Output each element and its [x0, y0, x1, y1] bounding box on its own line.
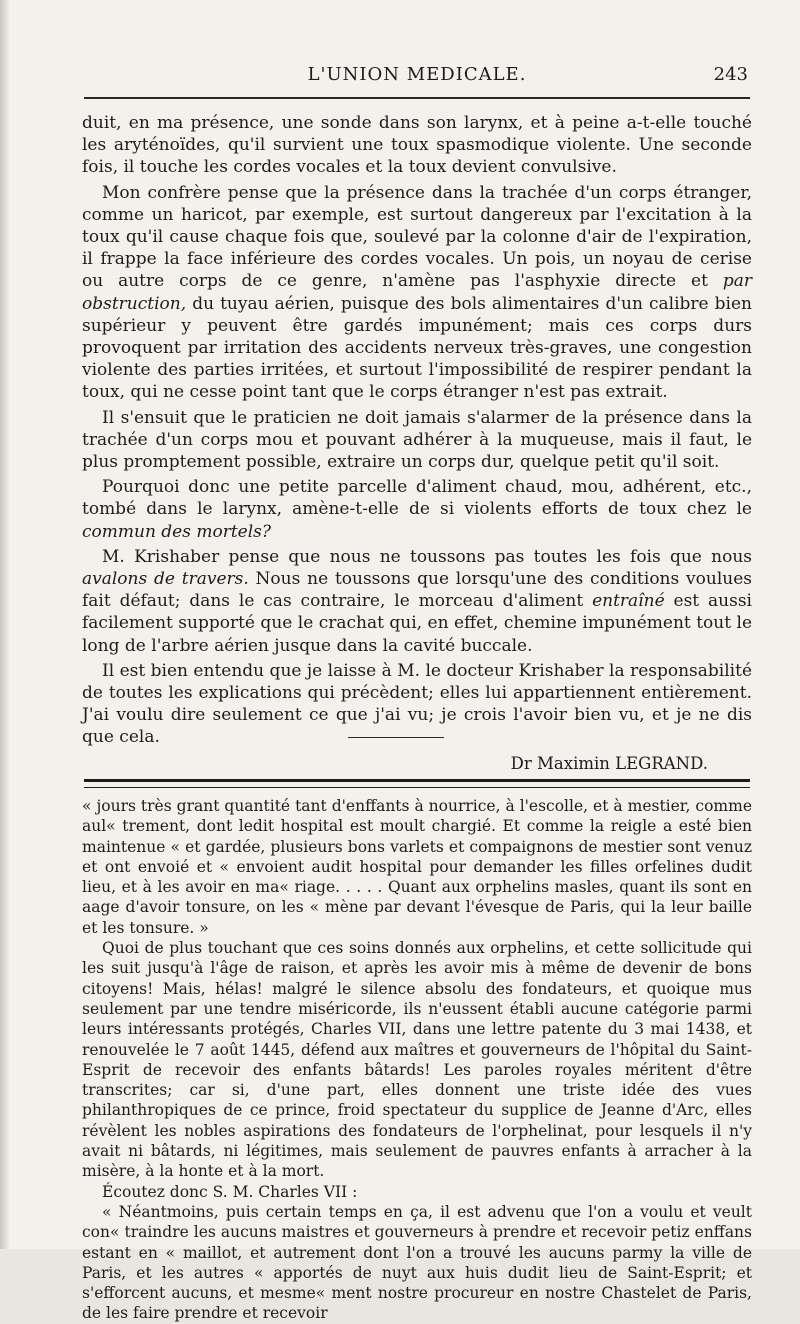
- paragraph: [82, 182, 752, 404]
- paragraph: duit, en ma présence, une sonde dans son larynx, et à peine a-t-elle touché les aryténoïdes, qu'il survient une toux spasmodique violente. Une seconde fois, il touche les cordes vocales et la toux devient convulsive.: [82, 113, 752, 178]
- paragraph: Quoi de plus touchant que ces soins donnés aux orphelins, et cette sollicitude qui les suit jusqu'à l'âge de raison, et après les avoir mis à même de devenir de bons citoyens! Mais, hélas! malgré le silence absolu des fondateurs, et quoique mus seulement par une tendre miséricorde, ils n'eussent établi aucune catégorie parmi leurs intéressants protégés, Charles VII, dans une lettre patente du 3 mai 1438, et renouvelée le 7 août 1445, défend aux maîtres et gouverneurs de l'hôpital du Saint-Esprit de recevoir des enfants bâtards! Les paroles royales méritent d'être transcrites; car si, d'une part, elles donnent une triste idée des vues philanthropiques de ce prince, froid spectateur du supplice de Jeanne d'Arc, elles révèlent les nobles aspirations des fondateurs de l'orphelinat, pour lesquels il n'y avait ni bâtards, ni légitimes, mais seulement de pauvres enfants à arracher à la misère, à la honte et à la mort.: [82, 939, 752, 1181]
- italic-text: commun des mortels?: [82, 521, 272, 542]
- text-run: du tuyau aérien, puisque des bols alimentaires d'un calibre bien supérieur y peuvent être gardés impunément; mais ces corps durs provoquent par irritation des accidents nerveux très-graves, une congestion violente des parties irritées, et surtout l'impossibilité de respirer pendant la toux, qui ne cesse point tant que le corps étranger n'est pas extrait.: [82, 293, 752, 403]
- running-title: L'UNION MEDICALE.: [307, 64, 527, 85]
- header-rule: [84, 97, 750, 99]
- text-run: est aussi facilement supporté que le crachat qui, en effet, chemine impunément tout le long de l'arbre aérien jusque dans la cavité buccale.: [82, 591, 752, 656]
- paragraph: Écoutez donc S. M. Charles VII :: [102, 1182, 358, 1201]
- quoted-passage: « Néantmoins, puis certain temps en ça, il est advenu que l'on a voulu et veult con« traindre les aucuns maistres et gouverneurs à prendre et recevoir petiz enffans estant en « maillot, et autrement dont l'on a trouvé les aucuns parmy la ville de Paris, et les autres « apportés de nuyt aux huis dudit lieu de Saint-Esprit; et s'efforcent aucuns, et mesme« ment nostre procureur en nostre Chastelet de Paris, de les faire prendre et recevoir: [82, 1202, 752, 1323]
- paragraph: [82, 476, 752, 543]
- text-run: Mon confrère pense que la présence dans la trachée d'un corps étranger, comme un haricot, par exemple, est surtout dangereux par l'excitation à la toux qu'il cause chaque fois que, soulevé par la colonne d'air de l'expiration, il frappe la face inférieure des cordes vocales. Un pois, un noyau de cerise ou autre corps de ce genre, n'amène pas l'asphyxie directe et: [82, 182, 752, 292]
- article-body: [82, 112, 752, 775]
- feuilleton-divider: [84, 779, 750, 788]
- paragraph: Il s'ensuit que le praticien ne doit jamais s'alarmer de la présence dans la trachée d'un corps mou et pouvant adhérer à la muqueuse, mais il faut, le plus promptement possible, extraire un corps dur, quelque petit qu'il soit.: [82, 407, 752, 473]
- text-run: Nous ne toussons que lorsqu'une des conditions voulues fait défaut; dans le cas contraire, le morceau d'aliment: [82, 569, 752, 612]
- paragraph: [82, 546, 752, 657]
- quoted-passage: « jours très grant quantité tant d'enffants à nourrice, à l'escolle, et à mestier, comme aul« trement, dont ledit hospital est moult chargié. Et comme la reigle a esté bien maintenue « et gardée, plusieurs bons varlets et compaignons de mestier sont venuz et ont envoié et « envoient audit hospital pour demander les filles orfelines dudit lieu, et à les avoir en ma« riage. . . . . Quant aux orphelins masles, quant ils sont en aage d'avoir tonsure, on les « mène par devant l'évesque de Paris, qui la leur baille et les tonsure. »: [82, 797, 752, 937]
- page-header: [84, 64, 750, 92]
- text-run: M. Krishaber pense que nous ne toussons pas toutes les fois que nous: [102, 546, 752, 567]
- text-run: Pourquoi donc une petite parcelle d'aliment chaud, mou, adhérent, etc., tombé dans le larynx, amène-t-elle de si violents efforts de toux chez le: [82, 477, 752, 520]
- feuilleton-body: [82, 796, 752, 1324]
- section-rule: [348, 737, 444, 738]
- italic-text: par obstruction,: [82, 271, 752, 314]
- italic-text: avalons de travers.: [82, 569, 249, 590]
- italic-text: entraîné: [592, 591, 665, 612]
- page-number: 243: [713, 64, 748, 85]
- paragraph: Il est bien entendu que je laisse à M. le docteur Krishaber la responsabilité de toutes les explications qui précèdent; elles lui appartiennent entièrement. J'ai voulu dire seulement ce que j'ai vu; je crois l'avoir bien vu, et je ne dis que cela.: [82, 660, 752, 748]
- author-signature: Dr Maximin LEGRAND.: [510, 753, 708, 773]
